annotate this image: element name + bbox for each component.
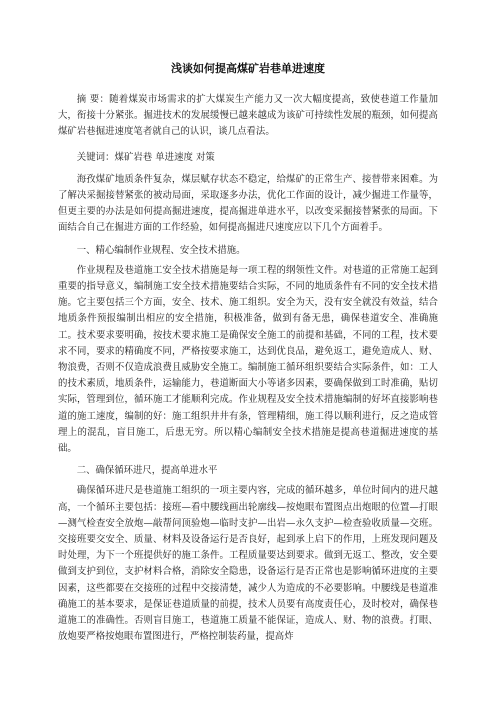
abstract-paragraph: 摘 要：随着煤炭市场需求的扩大煤炭生产能力又一次大幅度提高，致使巷道工作量加大，衔接十分紧张。掘进技术的发展缓慢已越来越成为该矿可持续性发展的瓶颈，如何提高煤矿岩巷掘进速度笔者就自己的认识，谈几点看法。 bbox=[58, 94, 438, 138]
keywords-line: 关键词：煤矿岩巷 单进速度 对策 bbox=[76, 151, 215, 163]
section-2-body: 确保循环进尺是巷道施工组织的一项主要内容，完成的循环越多，单位时间内的进尺越高，一个循环主要包括：接班—看中腰线画出轮廓线—按炮眼布置图点出炮眼的位置—打眼—测气检查安全放炮—敲帮问顶验炮—临时支护—出岩—永久支护—检查验收质量—交班。交接班要交安全、质量、材料及设备运行是否良好，起到承上启下的作用，上班发现问题及时处理，为下一个班提供好的施工条件。工程质量要达到要求。做到无返工、整改，安全要做到支护到位，支护材料合格，消除安全隐患，设备运行是否正常也是影响循环进度的主要因素，这些都要在交接班的过程中交接清楚，减少人为造成的不必要影响。中腰线是巷道准确施工的基本要求，是保证巷道质量的前提，技术人员要有高度责任心，及时校对，确保巷道施工的准确性。否则盲目施工，巷道施工质量不能保证，造成人、财、物的浪费。打眼、放炮要严格按炮眼布置图进行，严格控制装药量，提高炸 bbox=[58, 485, 438, 643]
section-1-body: 作业规程及巷道施工安全技术措施是每一项工程的纲领性文件。对巷道的正常施工起到重要的指导意义，编制施工安全技术措施要结合实际，不同的地质条件有不同的安全技术措施。它主要包括三个方面，安全、技术、施工组织。安全为天，没有安全就没有效益，结合地质条件预报编制出相应的安全措施，积极准备，做到有备无患，确保巷道安全、准确施工。技术要求要明确，按技术要求施工是确保安全施工的前提和基础，不同的工程，技术要求不同，要求的精确度不同，严格按要求施工，达到优良品，避免返工，避免造成人、财、物浪费，否则不仅造成浪费且威胁安全施工。编制施工循环组织要结合实际条件，如：工人的技术素质，地质条件，运输能力，巷道断面大小等诸多因素，要确保做到工时准确，贴切实际，管理到位，循环施工才能顺利完成。作业规程及安全技术措施编制的好坏直接影响巷道的施工速度，编制的好：施工组织井井有条，管理精细，施工得以顺利进行，反之造成管理上的混乱，盲目施工，后患无穷。所以精心编制安全技术措施是提高巷道掘进速度的基础。 bbox=[58, 264, 438, 455]
section-1-heading: 一、精心编制作业规程、安全技术措施。 bbox=[76, 244, 246, 256]
page-title: 浅谈如何提高煤矿岩巷单进速度 bbox=[171, 62, 325, 75]
section-2-heading: 二、确保循环进尺，提高单进水平 bbox=[76, 465, 218, 477]
intro-paragraph: 海孜煤矿地质条件复杂，煤层赋存状态不稳定，给煤矿的正常生产、接替带来困难。为了解决采掘接替紧张的被动局面，采取逐多办法，优化工作面的设计，减少掘进工作量等，但更主要的办法是如何提高掘进速度，提高掘进单进水平，以改变采掘接替紧张的局面。下面结合自己在掘进方面的工作经验，如何提高掘进尺速度应以下几个方面着手。 bbox=[58, 173, 438, 234]
document-content bbox=[58, 62, 438, 646]
